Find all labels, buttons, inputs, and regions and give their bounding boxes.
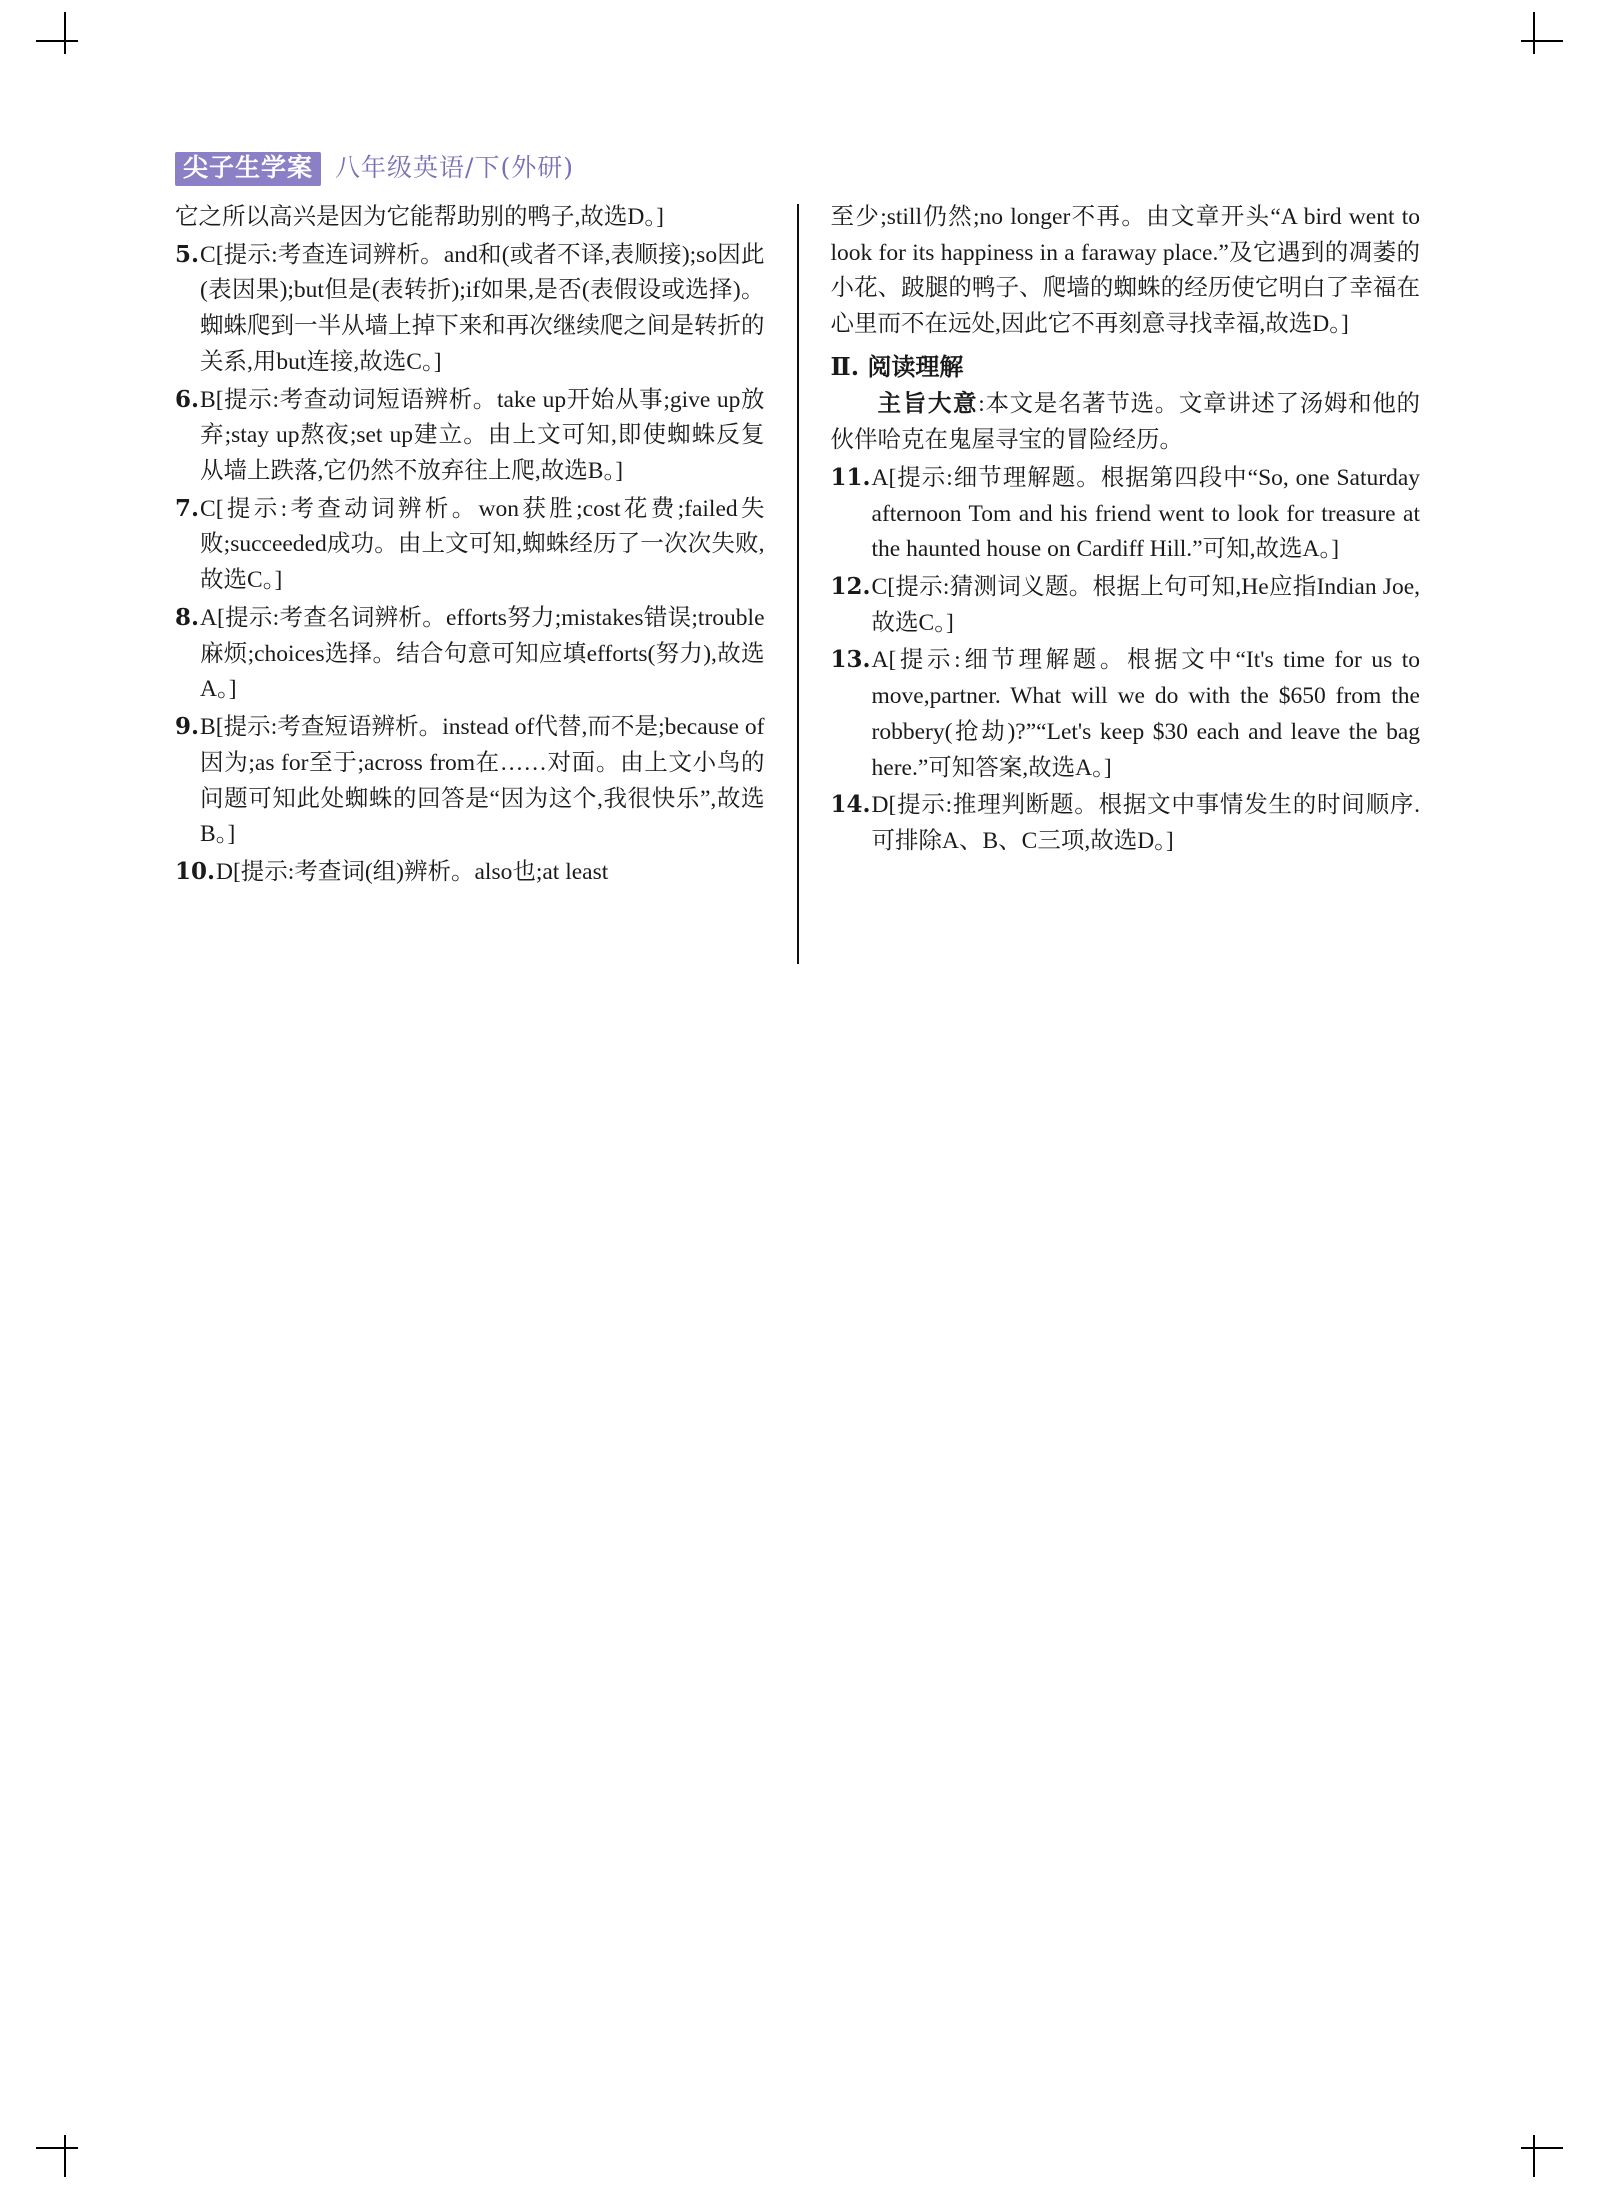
answer-item-5 (175, 238, 765, 381)
main-idea-paragraph (831, 387, 1421, 458)
page-subtitle: 八年级英语/下(外研) (335, 153, 574, 182)
answer-number: 13. (830, 646, 871, 674)
answer-item-14 (831, 788, 1421, 859)
answer-explanation: A[提示:细节理解题。根据文中“It's time for us to move,partner. What will we do with the $650 from the robbery(抢劫)?”“Let's keep $30 each and leave the bag here.”可知答案,故选A。] (871, 647, 1420, 781)
crop-mark-bottom-left (36, 2135, 78, 2177)
main-idea-label: 主旨大意 (877, 391, 979, 418)
main-idea-text: :本文是名著节选。文章讲述了汤姆和他的伙伴哈克在鬼屋寻宝的冒险经历。 (830, 391, 1421, 454)
left-column (175, 200, 797, 964)
answer-explanation: A[提示:考查名词辨析。efforts努力;mistakes错误;trouble麻烦;choices选择。结合句意可知应填efforts(努力),故选A。] (200, 604, 765, 703)
answer-explanation: B[提示:考查动词短语辨析。take up开始从事;give up放弃;stay up熬夜;set up建立。由上文可知,即使蜘蛛反复从墙上跌落,它仍然不放弃往上爬,故选B。] (200, 386, 765, 485)
answer-number: 6. (175, 385, 200, 413)
left-continuation-text: 它之所以高兴是因为它能帮助别的鸭子,故选D。] (175, 204, 664, 230)
answer-number: 7. (175, 494, 200, 522)
answer-explanation: D[提示:推理判断题。根据文中事情发生的时间顺序. 可排除A、B、C三项,故选D。] (871, 792, 1420, 854)
answer-item-12 (831, 570, 1421, 641)
answer-item-10 (175, 855, 765, 891)
answer-item-6 (175, 383, 765, 490)
brand-logo: 尖子生学案 (175, 152, 321, 186)
crop-mark-top-left (36, 12, 78, 54)
answer-item-7 (175, 492, 765, 599)
right-column (799, 200, 1421, 964)
answer-explanation: B[提示:考查短语辨析。instead of代替,而不是;because of因为;as for至于;across from在……对面。由上文小鸟的问题可知此处蜘蛛的回答是“因为这个,我很快乐”,故选B。] (200, 714, 765, 848)
answer-explanation: D[提示:考查词(组)辨析。also也;at least (216, 858, 609, 885)
answer-explanation: A[提示:细节理解题。根据第四段中“So, one Saturday afternoon Tom and his friend went to look for treasure at the haunted house on Cardiff Hill.”可知,故选A。] (871, 464, 1420, 563)
answer-key-body (175, 200, 1420, 964)
answer-explanation: C[提示:考查动词辨析。won获胜;cost花费;failed失败;succeeded成功。由上文可知,蜘蛛经历了一次次失败,故选C。] (200, 495, 765, 594)
answer-number: 8. (175, 603, 200, 631)
answer-explanation: C[提示:考查连词辨析。and和(或者不译,表顺接);so因此(表因果);but但是(表转折);if如果,是否(表假设或选择)。蜘蛛爬到一半从墙上掉下来和再次继续爬之间是转折的关系,用but连接,故选C。] (200, 241, 765, 375)
section-heading-reading-comprehension: Ⅱ. 阅读理解 (830, 351, 964, 381)
crop-mark-top-right (1521, 12, 1563, 54)
page-header (175, 148, 574, 186)
answer-number: 12. (830, 572, 871, 600)
answer-item-8 (175, 601, 765, 708)
answer-number: 11. (830, 463, 871, 491)
answer-number: 9. (175, 713, 200, 741)
answer-number: 5. (175, 240, 200, 268)
answer-number: 14. (830, 791, 871, 819)
answer-number: 10. (175, 857, 216, 885)
answer-item-13 (831, 643, 1421, 786)
answer-explanation: C[提示:猜测词义题。根据上句可知,He应指Indian Joe,故选C。] (871, 573, 1420, 636)
crop-mark-bottom-right (1521, 2135, 1563, 2177)
right-continuation-text: 至少;still仍然;no longer不再。由文章开头“A bird went to look for its happiness in a faraway place.”及它遇到的凋萎的小花、跛腿的鸭子、爬墙的蜘蛛的经历使它明白了幸福在心里而不在远处,因此它不再刻意寻找幸福,故选D。] (830, 204, 1420, 338)
answer-item-9 (175, 710, 765, 853)
answer-item-11 (831, 461, 1421, 568)
